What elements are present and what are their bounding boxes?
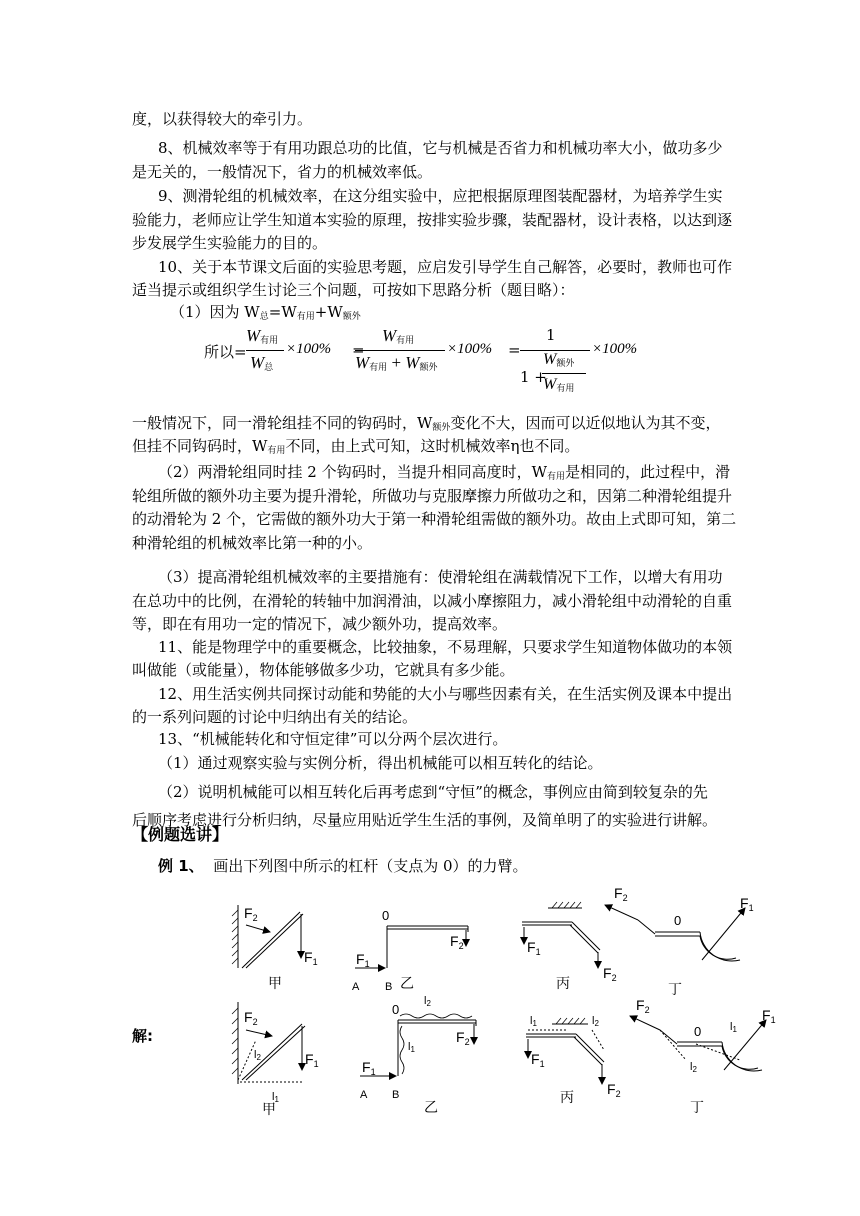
para-line: 步发展学生实验能力的目的。	[132, 234, 328, 252]
svg-text:0: 0	[694, 1024, 702, 1039]
svg-text:丁: 丁	[690, 1099, 704, 1115]
para-line: 轮组所做的额外功主要为提升滑轮，所做功与克服摩擦力所做功之和，因第二种滑轮组提升	[132, 487, 733, 505]
para-line: 度，以获得较大的牵引力。	[132, 110, 313, 128]
para-line: （2）说明机械能可以相互转化后再考虑到“守恒”的概念，事例应由简到较复杂的先	[158, 783, 708, 801]
svg-text:F2: $F_2$	[614, 885, 628, 903]
para-line: （3）提高滑轮组机械效率的主要措施有：使滑轮组在满载情况下工作，以增大有用功	[158, 568, 723, 586]
svg-text:l2: l2	[254, 1049, 261, 1062]
caption-yi: 乙	[400, 975, 414, 991]
formula-premise: （1）因为 $W_总=W_{有用}+W_{额外}$	[170, 303, 361, 322]
para-line: 11、能是物理学中的重要概念，比较抽象，不易理解，只要求学生知道物体做功的本领	[158, 638, 733, 656]
para-line: 后顺序考虑进行分析归纳，尽量应用贴近学生生活的事例，及简单明了的实验进行讲解。	[132, 811, 718, 829]
label-F1: $F_1$	[304, 949, 318, 967]
svg-text:B: B	[392, 1089, 400, 1101]
svg-text:A: A	[360, 1089, 368, 1101]
para-line: 叫做能（或能量），物体能够做多少功，它就具有多少能。	[132, 661, 515, 679]
para-line: 的一系列问题的讨论中归纳出有关的结论。	[132, 708, 418, 726]
svg-text:F1: $F_1$	[762, 1007, 776, 1025]
svg-text:甲: 甲	[262, 1101, 276, 1117]
svg-text:0: 0	[392, 1002, 400, 1017]
svg-text:A: A	[352, 981, 360, 993]
para-line: 等，即在有用功一定的情况下，减少额外功，提高效率。	[132, 615, 508, 633]
svg-text:丙: 丙	[560, 1089, 574, 1105]
svg-text:F2: $F_2$	[607, 1081, 621, 1099]
svg-text:l2: l2	[592, 1015, 599, 1028]
svg-text:F1: $F_1$	[527, 939, 541, 957]
para-line: 是无关的，一般情况下，省力的机械效率低。	[132, 163, 433, 181]
svg-text:F1: $F_1$	[740, 895, 754, 913]
svg-text:F2: $F_2$	[456, 1029, 470, 1047]
para-line: 一般情况下，同一滑轮组挂不同的钩码时，$W_{额外}$变化不大，因而可以近似地认为其不变，	[132, 414, 721, 433]
para-line: 种滑轮组的机械效率比第一种的小。	[132, 534, 373, 552]
svg-text:l1: l1	[272, 1091, 279, 1104]
svg-text:B: B	[385, 981, 393, 993]
para-line: 12、用生活实例共同探讨动能和势能的大小与哪些因素有关，在生活实例及课本中提出	[158, 685, 733, 703]
caption-jia: 甲	[268, 975, 282, 991]
para-line: 13、“机械能转化和守恒定律”可以分两个层次进行。	[158, 730, 508, 748]
svg-text:F1: $F_1$	[362, 1059, 376, 1077]
svg-text:l2: l2	[424, 995, 431, 1008]
svg-text:l1: l1	[530, 1015, 537, 1028]
para-line: 验能力，老师应让学生知道本实验的原理，按排实验步骤，装配器材，设计表格，以达到逐	[132, 211, 733, 229]
para-line: 在总功中的比例，在滑轮的转轴中加润滑油，以减小摩擦阻力，减小滑轮组中动滑轮的自重	[132, 592, 733, 610]
para-line: 9、测滑轮组的机械效率，在这分组实验中，应把根据原理图装配器材，为培养学生实	[158, 187, 723, 205]
svg-text:F1: $F_1$	[531, 1051, 545, 1069]
svg-text:l2: l2	[690, 1061, 697, 1074]
svg-text:F2: $F_2$	[450, 933, 464, 951]
svg-text:乙: 乙	[424, 1099, 438, 1115]
svg-text:0: 0	[674, 913, 682, 928]
para-line: 适当提示或组织学生讨论三个问题，可按如下思路分析（题目略）：	[132, 281, 575, 299]
svg-text:l1: l1	[408, 1041, 415, 1054]
para-line: 10、关于本节课文后面的实验思考题，应启发引导学生自己解答，必要时，教师也可作	[158, 258, 733, 276]
svg-text:F1: $F_1$	[305, 1051, 319, 1069]
svg-text:0: 0	[382, 908, 390, 923]
example-prompt: 例 1、 画出下列图中所示的杠杆（支点为 0）的力臂。	[158, 857, 528, 875]
label-F2: $F_2$	[244, 905, 258, 923]
svg-text:F2: $F_2$	[244, 1009, 258, 1027]
para-line: （2）两滑轮组同时挂 2 个钩码时，当提升相同高度时，$W_{有用}$是相同的，此过程中，滑	[158, 463, 731, 482]
para-line: 但挂不同钩码时，$W_{有用}$不同，由上式可知，这时机械效率η也不同。	[132, 437, 580, 456]
svg-text:F2: $F_2$	[636, 997, 650, 1015]
section-heading: 【例题选讲】	[132, 825, 229, 844]
figure-jia-question	[232, 905, 303, 968]
figure-yi-solution	[360, 1014, 476, 1076]
figure-jia-solution	[232, 1002, 305, 1084]
svg-text:F1: $F_1$	[356, 951, 370, 969]
figure-bing-question	[522, 902, 600, 968]
svg-text:l1: l1	[730, 1021, 737, 1034]
svg-text:F2: $F_2$	[603, 965, 617, 983]
para-line: 8、机械效率等于有用功跟总功的比值，它与机械是否省力和机械功率大小，做功多少	[158, 139, 723, 157]
caption-ding: 丁	[668, 981, 682, 997]
para-line: （1）通过观察实验与实例分析，得出机械能可以相互转化的结论。	[158, 754, 603, 772]
para-line: 的动滑轮为 2 个，它需做的额外功大于第一种滑轮组需做的额外功。故由上式即可知，第二	[132, 510, 737, 528]
caption-bing: 丙	[556, 975, 570, 991]
solution-label: 解:	[132, 1027, 153, 1045]
